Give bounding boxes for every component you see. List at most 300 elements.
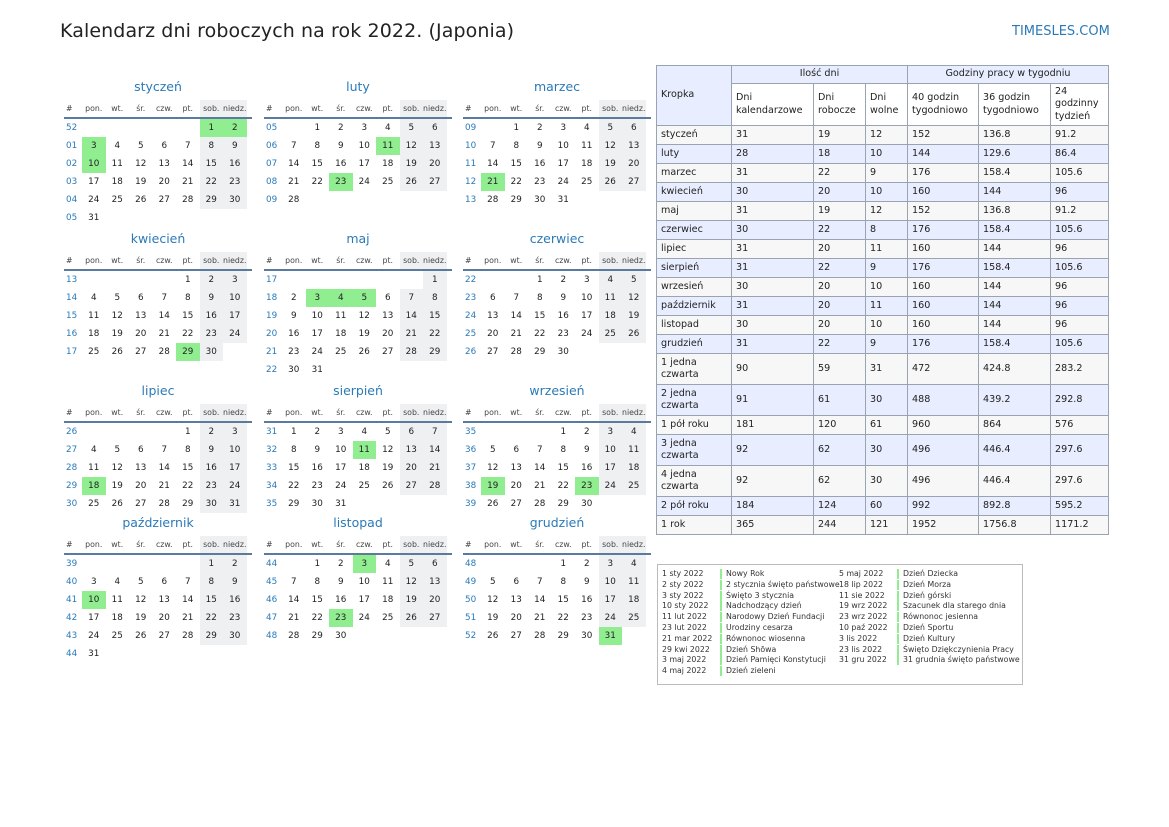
- day-cell: 17: [88, 177, 100, 187]
- cell-c: 86.4: [1051, 145, 1109, 164]
- day-cell: 30: [581, 631, 593, 641]
- day-cell: 23: [288, 347, 300, 357]
- day-cell: [505, 555, 529, 573]
- week-number-header: #: [465, 408, 472, 417]
- day-cell: 26: [487, 631, 499, 641]
- month-title: styczeń: [134, 79, 182, 94]
- cell-a: 160: [908, 240, 979, 259]
- site-link[interactable]: TIMESLES.COM: [1012, 24, 1110, 39]
- header-24: 24 godzinny tydzień: [1051, 84, 1109, 126]
- day-cell: 31: [599, 627, 623, 645]
- summary-row: [657, 278, 1109, 297]
- day-cell: [575, 343, 599, 361]
- day-cell: [400, 191, 424, 209]
- summary-row: [657, 221, 1109, 240]
- cell-w: 8: [866, 221, 908, 240]
- day-cell: [106, 209, 130, 227]
- weekday-label: wt.: [311, 408, 324, 417]
- day-cell: 18: [581, 159, 593, 169]
- day-cell: 3: [223, 271, 247, 289]
- day-cell: 6: [400, 423, 424, 441]
- day-cell: [223, 343, 247, 361]
- day-cell: 22: [288, 481, 300, 491]
- weekday-label: wt.: [510, 408, 523, 417]
- legend-item: [662, 666, 840, 677]
- summary-row: [657, 297, 1109, 316]
- week-number: 25: [465, 329, 477, 339]
- week-row: [463, 609, 651, 627]
- day-cell: [528, 423, 552, 441]
- day-cell: 21: [288, 613, 300, 623]
- legend-item: [839, 634, 1020, 645]
- day-cell: 23: [575, 477, 599, 495]
- day-cell: 11: [353, 441, 377, 459]
- day-cell: 15: [200, 591, 224, 609]
- day-cell: 29: [200, 627, 224, 645]
- day-cell: 5: [489, 445, 496, 455]
- cell-b: 136.8: [979, 202, 1051, 221]
- weekday-header: [64, 536, 252, 555]
- day-cell: 17: [599, 591, 623, 609]
- weekday-label: niedz.: [423, 252, 447, 269]
- day-cell: 27: [510, 631, 522, 641]
- day-cell: [153, 555, 177, 573]
- day-cell: 22: [510, 177, 522, 187]
- day-cell: 28: [182, 631, 194, 641]
- week-row: [64, 343, 252, 361]
- day-cell: 21: [534, 613, 546, 623]
- week-number: 34: [266, 481, 278, 491]
- cell-k: 30: [732, 183, 814, 202]
- day-cell: 1: [560, 559, 567, 569]
- week-number: 49: [465, 577, 477, 587]
- day-cell: 18: [82, 477, 106, 495]
- day-cell: 19: [111, 329, 123, 339]
- day-cell: 25: [622, 609, 646, 627]
- week-number-header: #: [465, 256, 472, 265]
- day-cell: [200, 209, 224, 227]
- day-cell: 11: [376, 137, 400, 155]
- week-number: 36: [465, 445, 477, 455]
- cell-p: 1 jedna czwarta: [657, 354, 732, 385]
- week-number: 17: [266, 275, 278, 285]
- day-cell: 22: [311, 613, 323, 623]
- day-cell: [353, 495, 377, 513]
- day-cell: 21: [158, 481, 170, 491]
- header-dni-kal: Dni kalendarzowe: [732, 84, 814, 126]
- week-number-header: #: [66, 256, 73, 265]
- day-cell: 7: [184, 141, 191, 151]
- month-block: [64, 78, 252, 227]
- holiday-date: 10 sty 2022: [662, 601, 709, 611]
- day-cell: 16: [223, 155, 247, 173]
- week-number: 16: [66, 329, 78, 339]
- month-grid: [64, 252, 252, 361]
- weekday-label: śr.: [136, 256, 146, 265]
- day-cell: 17: [223, 307, 247, 325]
- day-cell: 23: [200, 477, 224, 495]
- cell-r: 22: [814, 164, 866, 183]
- weekday-label: pt.: [581, 540, 592, 549]
- header-40: 40 godzin tygodniowo: [908, 84, 979, 126]
- week-number: 24: [465, 311, 477, 321]
- month-grid: [463, 252, 651, 361]
- day-cell: [376, 627, 400, 645]
- day-cell: 26: [400, 609, 424, 627]
- day-cell: [376, 271, 400, 289]
- day-cell: 4: [90, 293, 97, 303]
- weekday-label: czw.: [554, 256, 572, 265]
- week-row: [264, 627, 452, 645]
- cell-c: 96: [1051, 316, 1109, 335]
- holiday-date: 21 mar 2022: [662, 633, 713, 643]
- cell-b: 144: [979, 316, 1051, 335]
- month-block: [264, 78, 452, 209]
- day-cell: [223, 645, 247, 663]
- weekday-label: śr.: [136, 104, 146, 113]
- month-block: [64, 514, 252, 663]
- day-cell: 5: [489, 577, 496, 587]
- day-cell: 1: [423, 271, 447, 289]
- day-cell: [505, 271, 529, 289]
- day-cell: 9: [223, 573, 247, 591]
- day-cell: [599, 495, 623, 513]
- cell-w: 11: [866, 240, 908, 259]
- cell-b: 158.4: [979, 164, 1051, 183]
- cell-r: 20: [814, 297, 866, 316]
- cell-p: czerwiec: [657, 221, 732, 240]
- day-cell: 4: [622, 423, 646, 441]
- weekday-header: [264, 404, 452, 423]
- summary-row: [657, 164, 1109, 183]
- cell-c: 91.2: [1051, 126, 1109, 145]
- weekday-label: niedz.: [223, 404, 247, 421]
- holiday-marker: [720, 612, 722, 622]
- day-cell: 17: [335, 463, 347, 473]
- month-block: [463, 382, 651, 513]
- day-cell: 26: [487, 499, 499, 509]
- cell-r: 19: [814, 126, 866, 145]
- week-row: [463, 289, 651, 307]
- day-cell: [153, 423, 177, 441]
- holiday-name: Dzień Morza: [903, 579, 952, 589]
- day-cell: 20: [135, 329, 147, 339]
- weekday-label: czw.: [155, 104, 173, 113]
- day-cell: 5: [622, 271, 646, 289]
- weekday-header: [463, 252, 651, 271]
- week-number-header: #: [266, 256, 273, 265]
- day-cell: 27: [158, 195, 170, 205]
- cell-a: 1952: [908, 516, 979, 535]
- holiday-name: Dzień Sportu: [903, 622, 954, 632]
- day-cell: 20: [423, 155, 447, 173]
- day-cell: 9: [583, 445, 590, 455]
- week-number: 21: [266, 347, 278, 357]
- cell-b: 446.4: [979, 466, 1051, 497]
- weekday-label: pon.: [85, 408, 103, 417]
- month-title: listopad: [333, 515, 383, 530]
- month-grid: [264, 404, 452, 513]
- day-cell: 25: [111, 195, 123, 205]
- day-cell: 5: [384, 427, 391, 437]
- holiday-marker: [897, 634, 899, 644]
- holiday-date: 10 paź 2022: [839, 622, 888, 632]
- day-cell: 28: [158, 499, 170, 509]
- day-cell: 18: [382, 595, 394, 605]
- weekday-label: wt.: [111, 540, 124, 549]
- day-cell: [129, 423, 153, 441]
- day-cell: 26: [135, 195, 147, 205]
- summary-row: [657, 516, 1109, 535]
- day-cell: 22: [557, 481, 569, 491]
- weekday-label: pt.: [581, 256, 592, 265]
- day-cell: 10: [335, 445, 347, 455]
- holiday-marker: [720, 666, 722, 676]
- holiday-date: 5 maj 2022: [839, 569, 884, 578]
- day-cell: 13: [622, 137, 646, 155]
- day-cell: 14: [158, 463, 170, 473]
- day-cell: 28: [534, 499, 546, 509]
- weekday-label: czw.: [554, 540, 572, 549]
- cell-b: 136.8: [979, 126, 1051, 145]
- cell-p: sierpień: [657, 259, 732, 278]
- day-cell: [423, 361, 447, 379]
- cell-c: 96: [1051, 278, 1109, 297]
- holiday-date: 1 sty 2022: [662, 569, 704, 578]
- holiday-date: 2 sty 2022: [662, 579, 704, 589]
- summary-row: [657, 240, 1109, 259]
- cell-w: 30: [866, 435, 908, 466]
- day-cell: 16: [534, 159, 546, 169]
- day-cell: 13: [158, 595, 170, 605]
- day-cell: 19: [487, 613, 499, 623]
- legend-item: [662, 612, 840, 623]
- day-cell: 21: [288, 177, 300, 187]
- header-36: 36 godzin tygodniowo: [979, 84, 1051, 126]
- day-cell: 1: [560, 427, 567, 437]
- weekday-label: czw.: [355, 540, 373, 549]
- day-cell: 28: [400, 343, 424, 361]
- week-number: 29: [66, 481, 78, 491]
- cell-b: 892.8: [979, 497, 1051, 516]
- day-cell: 9: [200, 289, 224, 307]
- week-row: [463, 591, 651, 609]
- day-cell: 24: [599, 609, 623, 627]
- week-row: [463, 495, 651, 513]
- header-dni-rob: Dni robocze: [814, 84, 866, 126]
- week-row: [64, 591, 252, 609]
- summary-row: [657, 385, 1109, 416]
- week-number: 51: [465, 613, 477, 623]
- day-cell: 31: [557, 195, 569, 205]
- day-cell: 30: [534, 195, 546, 205]
- cell-b: 439.2: [979, 385, 1051, 416]
- cell-r: 62: [814, 435, 866, 466]
- day-cell: 4: [599, 271, 623, 289]
- weekday-label: pon.: [285, 408, 303, 417]
- week-number: 06: [266, 141, 278, 151]
- summary-row: [657, 145, 1109, 164]
- day-cell: [282, 271, 306, 289]
- holiday-marker: [897, 591, 899, 601]
- week-row: [463, 423, 651, 441]
- cell-r: 20: [814, 183, 866, 202]
- week-number: 08: [266, 177, 278, 187]
- weekday-label: niedz.: [423, 536, 447, 553]
- holiday-date: 19 wrz 2022: [839, 601, 888, 611]
- day-cell: 19: [622, 307, 646, 325]
- day-cell: [376, 191, 400, 209]
- week-number: 47: [266, 613, 278, 623]
- week-row: [64, 209, 252, 227]
- day-cell: [82, 423, 106, 441]
- cell-r: 124: [814, 497, 866, 516]
- cell-a: 160: [908, 316, 979, 335]
- weekday-label: śr.: [136, 408, 146, 417]
- day-cell: 6: [513, 445, 520, 455]
- cell-k: 28: [732, 145, 814, 164]
- day-cell: [353, 361, 377, 379]
- day-cell: 27: [423, 609, 447, 627]
- cell-k: 90: [732, 354, 814, 385]
- holiday-date: 11 sie 2022: [839, 590, 885, 600]
- day-cell: 17: [88, 613, 100, 623]
- day-cell: 15: [557, 595, 569, 605]
- weekday-label: czw.: [355, 104, 373, 113]
- weekday-label: pt.: [182, 104, 193, 113]
- day-cell: [329, 361, 353, 379]
- day-cell: 18: [335, 329, 347, 339]
- day-cell: 6: [423, 119, 447, 137]
- legend-item: [839, 612, 1020, 623]
- cell-p: kwiecień: [657, 183, 732, 202]
- day-cell: 10: [358, 577, 370, 587]
- day-cell: 5: [599, 119, 623, 137]
- day-cell: 17: [581, 311, 593, 321]
- day-cell: 8: [314, 141, 321, 151]
- weekday-label: sob.: [400, 404, 424, 421]
- day-cell: [400, 271, 424, 289]
- week-row: [463, 627, 651, 645]
- holiday-date: 11 lut 2022: [662, 612, 707, 622]
- summary-row: [657, 435, 1109, 466]
- day-cell: 20: [487, 329, 499, 339]
- cell-b: 446.4: [979, 435, 1051, 466]
- day-cell: [106, 555, 130, 573]
- holiday-marker: [720, 591, 722, 601]
- summary-row: [657, 335, 1109, 354]
- cell-p: 1 pół roku: [657, 416, 732, 435]
- cell-k: 92: [732, 435, 814, 466]
- week-number: 44: [266, 559, 278, 569]
- cell-a: 152: [908, 202, 979, 221]
- cell-k: 31: [732, 259, 814, 278]
- week-number: 35: [465, 427, 477, 437]
- week-number: 17: [66, 347, 78, 357]
- day-cell: 10: [82, 591, 106, 609]
- cell-p: marzec: [657, 164, 732, 183]
- day-cell: [481, 271, 505, 289]
- day-cell: 28: [534, 631, 546, 641]
- legend-item: [839, 623, 1020, 634]
- day-cell: [423, 191, 447, 209]
- week-row: [463, 271, 651, 289]
- week-row: [64, 325, 252, 343]
- cell-w: 10: [866, 145, 908, 164]
- day-cell: 10: [82, 155, 106, 173]
- cell-a: 176: [908, 335, 979, 354]
- holiday-name: Równonoc wiosenna: [726, 633, 806, 643]
- day-cell: 31: [88, 213, 100, 223]
- day-cell: 29: [176, 343, 200, 361]
- day-cell: 3: [337, 427, 344, 437]
- summary-row: [657, 126, 1109, 145]
- week-row: [64, 307, 252, 325]
- month-grid: [264, 252, 452, 379]
- day-cell: 29: [557, 499, 569, 509]
- cell-b: 144: [979, 240, 1051, 259]
- day-cell: 2: [583, 427, 590, 437]
- week-row: [264, 289, 452, 307]
- week-row: [264, 325, 452, 343]
- legend-item: [662, 655, 840, 666]
- cell-p: 2 pół roku: [657, 497, 732, 516]
- day-cell: 21: [510, 329, 522, 339]
- day-cell: 5: [400, 555, 424, 573]
- day-cell: 21: [481, 173, 505, 191]
- month-title: maj: [346, 231, 370, 246]
- legend-item: [839, 655, 1020, 666]
- day-cell: 20: [622, 155, 646, 173]
- cell-c: 292.8: [1051, 385, 1109, 416]
- holiday-date: 3 maj 2022: [662, 655, 707, 665]
- day-cell: 7: [161, 293, 168, 303]
- day-cell: 23: [223, 173, 247, 191]
- weekday-label: wt.: [311, 104, 324, 113]
- day-cell: [82, 271, 106, 289]
- weekday-header: [64, 252, 252, 271]
- weekday-label: niedz.: [622, 252, 646, 269]
- weekday-label: sob.: [400, 252, 424, 269]
- week-row: [64, 289, 252, 307]
- day-cell: 29: [557, 631, 569, 641]
- day-cell: 11: [622, 573, 646, 591]
- day-cell: 2: [223, 119, 247, 137]
- week-row: [64, 609, 252, 627]
- holiday-name: Narodowy Dzień Fundacji: [726, 612, 825, 622]
- cell-k: 30: [732, 221, 814, 240]
- month-grid: [463, 536, 651, 645]
- holiday-date: 3 lis 2022: [839, 633, 878, 643]
- day-cell: 13: [423, 573, 447, 591]
- day-cell: 13: [423, 137, 447, 155]
- week-number: 31: [266, 427, 278, 437]
- weekday-label: sob.: [599, 100, 623, 117]
- week-number: 43: [66, 631, 78, 641]
- cell-r: 18: [814, 145, 866, 164]
- weekday-label: wt.: [311, 256, 324, 265]
- day-cell: 25: [111, 631, 123, 641]
- week-number: 46: [266, 595, 278, 605]
- day-cell: 27: [135, 499, 147, 509]
- day-cell: [306, 271, 330, 289]
- week-number: 01: [66, 141, 78, 151]
- day-cell: 28: [487, 195, 499, 205]
- week-number: 09: [465, 123, 477, 133]
- day-cell: 22: [182, 329, 194, 339]
- legend-left-column: [662, 569, 840, 677]
- weekday-label: pt.: [182, 540, 193, 549]
